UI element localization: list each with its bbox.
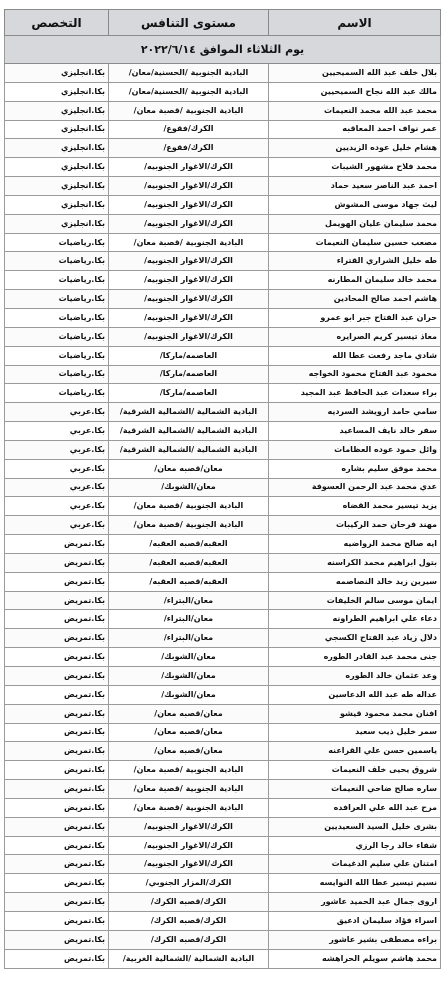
cell-specialty: بكا.انجليزي — [5, 120, 109, 139]
cell-specialty: بكا.تمريض — [5, 629, 109, 648]
table-row — [5, 233, 441, 252]
table-row — [5, 64, 441, 83]
table-row — [5, 836, 441, 855]
cell-specialty: بكا.رياضيات — [5, 327, 109, 346]
cell-name: محمد سليمان عليان الهويمل — [269, 214, 441, 233]
cell-level: معان/الشوبك/ — [109, 478, 269, 497]
cell-specialty: بكا.عربي — [5, 497, 109, 516]
header-level: مستوى التنافس — [109, 10, 269, 36]
table-row — [5, 384, 441, 403]
header-row — [5, 10, 441, 36]
table-body — [5, 36, 441, 969]
cell-specialty: بكا.تمريض — [5, 855, 109, 874]
cell-name: حران عبد الفتاح جبر ابو عمرو — [269, 308, 441, 327]
table-row — [5, 290, 441, 309]
cell-level: العقبه/قصبه العقبه/ — [109, 572, 269, 591]
cell-specialty: بكا.تمريض — [5, 780, 109, 799]
cell-specialty: بكا.انجليزي — [5, 177, 109, 196]
cell-level: الكرك/المزار الجنوبي/ — [109, 874, 269, 893]
cell-name: محمد خالد سليمان المطارنه — [269, 271, 441, 290]
cell-level: البادية الشمالية /الشمالية الشرقية/ — [109, 440, 269, 459]
cell-name: محمد هاشم سويلم الحراهشه — [269, 949, 441, 968]
cell-level: البادية الشمالية /الشمالية الشرقية/ — [109, 422, 269, 441]
cell-level: العقبه/قصبه العقبه/ — [109, 553, 269, 572]
candidates-table — [4, 9, 441, 969]
cell-name: براء سعدات عبد الحافظ عبد المجيد — [269, 384, 441, 403]
cell-level: البادية الجنوبية /قصبة معان/ — [109, 798, 269, 817]
cell-level: البادية الجنوبية /قصبة معان/ — [109, 516, 269, 535]
cell-name: طه خليل الشراري القتراء — [269, 252, 441, 271]
cell-level: البادية الجنوبية /قصبة معان/ — [109, 761, 269, 780]
table-row — [5, 82, 441, 101]
cell-level: معان/قصبه معان/ — [109, 742, 269, 761]
cell-name: مصعب حسين سليمان النعيمات — [269, 233, 441, 252]
cell-name: براءه مصطفى بشير عاشور — [269, 930, 441, 949]
table-row — [5, 591, 441, 610]
table-row — [5, 327, 441, 346]
cell-level: الكرك/الاغوار الجنوبيه/ — [109, 327, 269, 346]
cell-name: امتنان علي سليم الدغيمات — [269, 855, 441, 874]
cell-specialty: بكا.تمريض — [5, 761, 109, 780]
cell-specialty: بكا.رياضيات — [5, 308, 109, 327]
cell-specialty: بكا.تمريض — [5, 685, 109, 704]
cell-specialty: بكا.عربي — [5, 422, 109, 441]
cell-name: دعاء علي ابراهيم الطراونه — [269, 610, 441, 629]
cell-level: معان/البتراء/ — [109, 591, 269, 610]
cell-name: بلال خلف عبد الله السميحيين — [269, 64, 441, 83]
cell-name: ايه صالح محمد الرواضيه — [269, 535, 441, 554]
table-row — [5, 893, 441, 912]
table-row — [5, 478, 441, 497]
cell-name: وائل حمود عوده العظامات — [269, 440, 441, 459]
cell-level: البادية الجنوبية /الحسنية/معان/ — [109, 64, 269, 83]
cell-name: عداله طه عبد الله الدعاسين — [269, 685, 441, 704]
cell-level: الكرك/الاغوار الجنوبيه/ — [109, 195, 269, 214]
cell-level: الكرك/الاغوار الجنوبيه/ — [109, 308, 269, 327]
cell-level: الكرك/الاغوار الجنوبيه/ — [109, 855, 269, 874]
table-row — [5, 440, 441, 459]
cell-name: ياسمين حسن علي القراعنه — [269, 742, 441, 761]
table-row — [5, 930, 441, 949]
table-row — [5, 101, 441, 120]
cell-name: مرح عبد الله علي العرافده — [269, 798, 441, 817]
cell-name: شادي ماجد رفعت عطا الله — [269, 346, 441, 365]
header-specialty: التخصص — [5, 10, 109, 36]
cell-level: معان/قصبه معان/ — [109, 704, 269, 723]
table-row — [5, 346, 441, 365]
table-row — [5, 422, 441, 441]
cell-specialty: بكا.رياضيات — [5, 271, 109, 290]
table-row — [5, 798, 441, 817]
table-row — [5, 252, 441, 271]
cell-level: الكرك/الاغوار الجنوبيه/ — [109, 271, 269, 290]
cell-specialty: بكا.تمريض — [5, 874, 109, 893]
cell-specialty: بكا.انجليزي — [5, 101, 109, 120]
table-row — [5, 667, 441, 686]
cell-name: محمد موفق سليم بشاره — [269, 459, 441, 478]
cell-level: البادية الشمالية /الشمالية الغربية/ — [109, 949, 269, 968]
cell-name: اسراء فؤاد سليمان ادعيق — [269, 911, 441, 930]
table-row — [5, 817, 441, 836]
cell-specialty: بكا.تمريض — [5, 535, 109, 554]
cell-specialty: بكا.رياضيات — [5, 346, 109, 365]
cell-specialty: بكا.رياضيات — [5, 252, 109, 271]
table-row — [5, 177, 441, 196]
cell-name: ايمان موسى سالم الخليفات — [269, 591, 441, 610]
cell-specialty: بكا.انجليزي — [5, 82, 109, 101]
cell-name: معاذ تيسير كريم الصرايره — [269, 327, 441, 346]
table-row — [5, 195, 441, 214]
cell-specialty: بكا.تمريض — [5, 949, 109, 968]
cell-name: جنى محمد عبد القادر الطوره — [269, 648, 441, 667]
table-row — [5, 780, 441, 799]
cell-specialty: بكا.تمريض — [5, 930, 109, 949]
cell-name: يزيد تيسير محمد القضاه — [269, 497, 441, 516]
cell-name: عمر نواف احمد المعاقبه — [269, 120, 441, 139]
cell-specialty: بكا.عربي — [5, 440, 109, 459]
cell-level: الكرك/قصبه الكرك/ — [109, 930, 269, 949]
cell-name: احمد عبد الناصر سعيد حماد — [269, 177, 441, 196]
table-row — [5, 365, 441, 384]
table-row — [5, 855, 441, 874]
date-row — [5, 36, 441, 64]
cell-specialty: بكا.تمريض — [5, 704, 109, 723]
cell-level: البادية الجنوبية /قصبة معان/ — [109, 233, 269, 252]
cell-specialty: بكا.تمريض — [5, 648, 109, 667]
cell-name: دلال زياد عبد الفتاح الكسجي — [269, 629, 441, 648]
table-row — [5, 629, 441, 648]
table-row — [5, 911, 441, 930]
cell-level: العقبه/قصبه العقبه/ — [109, 535, 269, 554]
cell-level: الكرك/قصبه الكرك/ — [109, 911, 269, 930]
cell-name: ساره صالح ضاحي النعيمات — [269, 780, 441, 799]
cell-level: الكرك/الاغوار الجنوبيه/ — [109, 177, 269, 196]
table-row — [5, 723, 441, 742]
cell-level: الكرك/فقوع/ — [109, 139, 269, 158]
cell-specialty: بكا.تمريض — [5, 817, 109, 836]
table-row — [5, 535, 441, 554]
cell-specialty: بكا.عربي — [5, 516, 109, 535]
cell-level: البادية الجنوبية /قصبة معان/ — [109, 497, 269, 516]
cell-specialty: بكا.تمريض — [5, 591, 109, 610]
cell-level: الكرك/الاغوار الجنوبيه/ — [109, 158, 269, 177]
cell-specialty: بكا.تمريض — [5, 723, 109, 742]
cell-level: العاصمه/ماركا/ — [109, 384, 269, 403]
date-label: يوم الثلاثاء الموافق ٢٠٢٢/٦/١٤ — [5, 36, 441, 64]
cell-name: سامي حامد ارويشد السرديه — [269, 403, 441, 422]
cell-name: مهند فرحان حمد الركيبات — [269, 516, 441, 535]
table-row — [5, 742, 441, 761]
cell-specialty: بكا.تمريض — [5, 911, 109, 930]
cell-level: الكرك/قصبه الكرك/ — [109, 893, 269, 912]
cell-specialty: بكا.رياضيات — [5, 365, 109, 384]
cell-level: الكرك/فقوع/ — [109, 120, 269, 139]
cell-specialty: بكا.انجليزي — [5, 158, 109, 177]
table-row — [5, 610, 441, 629]
cell-name: بشرى خليل السيد السعيديين — [269, 817, 441, 836]
cell-specialty: بكا.انجليزي — [5, 195, 109, 214]
table-row — [5, 761, 441, 780]
cell-specialty: بكا.انجليزي — [5, 64, 109, 83]
table-row — [5, 497, 441, 516]
cell-level: البادية الجنوبية /قصبة معان/ — [109, 101, 269, 120]
header-name: الاسم — [269, 10, 441, 36]
table-row — [5, 648, 441, 667]
cell-level: البادية الجنوبية /الحسنية/معان/ — [109, 82, 269, 101]
cell-level: معان/الشوبك/ — [109, 685, 269, 704]
cell-name: محمد عبد الله محمد النعيمات — [269, 101, 441, 120]
table-row — [5, 459, 441, 478]
cell-name: سمر خليل ذيب سعيد — [269, 723, 441, 742]
cell-level: معان/قصبه معان/ — [109, 723, 269, 742]
table-header — [5, 10, 441, 36]
cell-specialty: بكا.انجليزي — [5, 214, 109, 233]
cell-name: شفاء خالد رجا الرزي — [269, 836, 441, 855]
table-row — [5, 214, 441, 233]
cell-specialty: بكا.تمريض — [5, 610, 109, 629]
table-row — [5, 553, 441, 572]
cell-specialty: بكا.عربي — [5, 403, 109, 422]
cell-specialty: بكا.تمريض — [5, 893, 109, 912]
cell-specialty: بكا.تمريض — [5, 836, 109, 855]
cell-specialty: بكا.تمريض — [5, 667, 109, 686]
cell-level: العاصمه/ماركا/ — [109, 346, 269, 365]
cell-level: معان/البتراء/ — [109, 610, 269, 629]
cell-specialty: بكا.عربي — [5, 478, 109, 497]
cell-name: سفر خالد نايف المساعيد — [269, 422, 441, 441]
cell-name: ليث جهاد موسى المشوش — [269, 195, 441, 214]
table-row — [5, 516, 441, 535]
cell-specialty: بكا.تمريض — [5, 572, 109, 591]
cell-name: محمود عبد الفتاح محمود الخواجه — [269, 365, 441, 384]
cell-name: مالك عبد الله نجاح السميحيين — [269, 82, 441, 101]
cell-level: معان/الشوبك/ — [109, 667, 269, 686]
cell-level: الكرك/الاغوار الجنوبيه/ — [109, 214, 269, 233]
cell-specialty: بكا.رياضيات — [5, 233, 109, 252]
cell-level: الكرك/الاغوار الجنوبيه/ — [109, 290, 269, 309]
cell-level: معان/البتراء/ — [109, 629, 269, 648]
table-row — [5, 158, 441, 177]
cell-specialty: بكا.عربي — [5, 459, 109, 478]
cell-specialty: بكا.رياضيات — [5, 290, 109, 309]
cell-level: العاصمه/ماركا/ — [109, 365, 269, 384]
cell-name: افنان محمد محمود قيشو — [269, 704, 441, 723]
table-row — [5, 949, 441, 968]
cell-name: سيرين زيد خالد النصاصمه — [269, 572, 441, 591]
cell-name: هاشم احمد صالح المحادين — [269, 290, 441, 309]
table-row — [5, 120, 441, 139]
cell-specialty: بكا.انجليزي — [5, 139, 109, 158]
cell-level: معان/الشوبك/ — [109, 648, 269, 667]
cell-level: البادية الجنوبية /قصبة معان/ — [109, 780, 269, 799]
table-row — [5, 572, 441, 591]
cell-level: الكرك/الاغوار الجنوبيه/ — [109, 252, 269, 271]
cell-specialty: بكا.رياضيات — [5, 384, 109, 403]
table-row — [5, 308, 441, 327]
cell-specialty: بكا.تمريض — [5, 553, 109, 572]
cell-name: عدي محمد عبد الرحمن العسوفة — [269, 478, 441, 497]
cell-name: شروق يحيى خلف النعيمات — [269, 761, 441, 780]
cell-name: محمد فلاح مشهور الشيبات — [269, 158, 441, 177]
table-row — [5, 139, 441, 158]
cell-specialty: بكا.تمريض — [5, 742, 109, 761]
table-row — [5, 685, 441, 704]
cell-level: الكرك/الاغوار الجنوبيه/ — [109, 836, 269, 855]
cell-name: نسيم تيسير عطا الله النوايسه — [269, 874, 441, 893]
cell-level: البادية الشمالية /الشمالية الشرقية/ — [109, 403, 269, 422]
cell-name: اروى جمال عبد الحميد عاشور — [269, 893, 441, 912]
cell-specialty: بكا.تمريض — [5, 798, 109, 817]
table-row — [5, 874, 441, 893]
table-row — [5, 403, 441, 422]
cell-name: بتول ابراهيم محمد الكراسنه — [269, 553, 441, 572]
cell-level: معان/قصبه معان/ — [109, 459, 269, 478]
cell-name: وعد عثمان خالد الطوره — [269, 667, 441, 686]
cell-level: الكرك/الاغوار الجنوبيه/ — [109, 817, 269, 836]
cell-name: هشام خليل عوده الزيديين — [269, 139, 441, 158]
table-row — [5, 704, 441, 723]
table-row — [5, 271, 441, 290]
